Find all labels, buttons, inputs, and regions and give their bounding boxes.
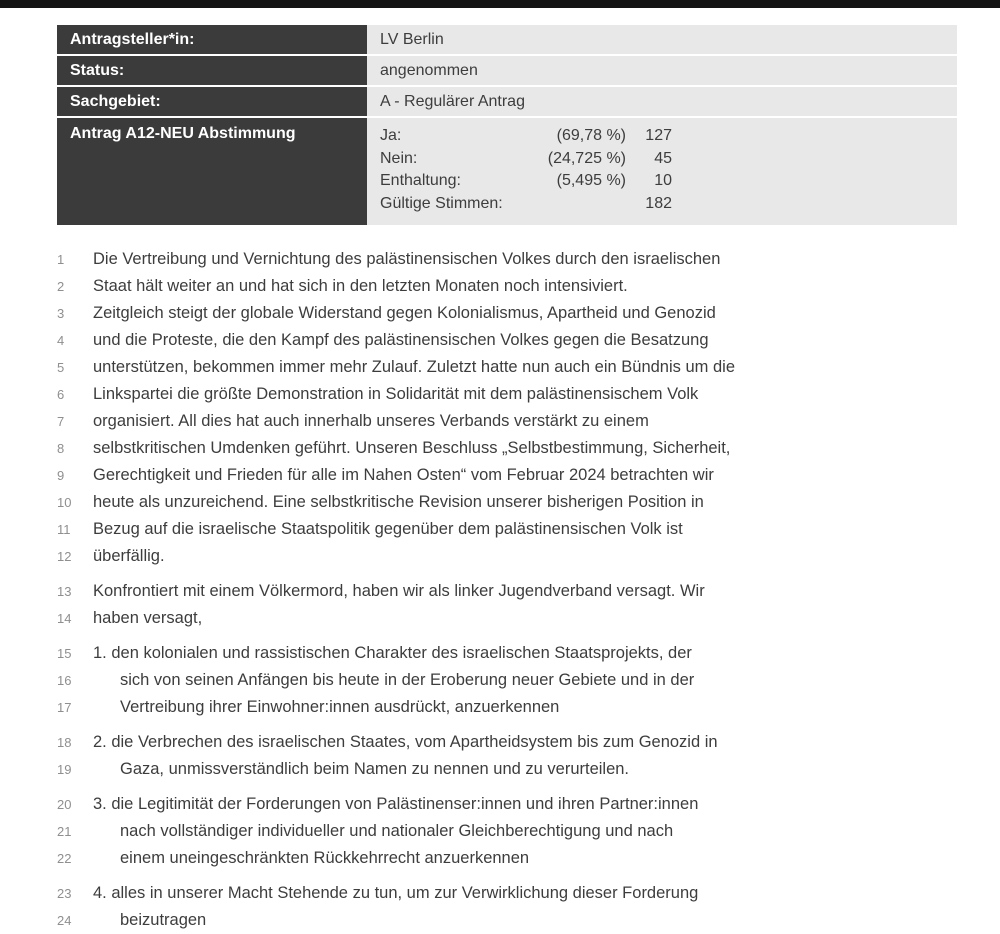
line-number: 16 <box>57 673 72 688</box>
row-label-antragsteller: Antragsteller*in: <box>57 25 367 54</box>
text-line <box>57 578 960 605</box>
row-value-abstimmung <box>367 118 957 225</box>
text-line <box>57 640 960 667</box>
paragraph-2 <box>57 578 960 632</box>
text-line <box>57 489 960 516</box>
text-line <box>57 408 960 435</box>
vote-row-enthaltung-count: 10 <box>654 172 672 189</box>
text-line <box>57 435 960 462</box>
row-label-abstimmung: Antrag A12-NEU Abstimmung <box>57 118 367 225</box>
text-line <box>57 880 960 907</box>
line-number: 3 <box>57 306 65 321</box>
row-value-sachgebiet: A - Regulärer Antrag <box>367 87 957 116</box>
line-number: 20 <box>57 797 72 812</box>
list-item-2 <box>57 729 960 783</box>
line-number: 21 <box>57 824 72 839</box>
line-text: einem uneingeschränkten Rückkehrrecht anzuerkennen <box>120 849 530 867</box>
paragraph-1 <box>57 246 960 570</box>
line-text: unterstützen, bekommen immer mehr Zulauf. Zuletzt hatte nun auch ein Bündnis um die <box>93 358 735 376</box>
vote-row-ja-percent: (69,78 %) <box>556 127 626 144</box>
vote-row-gueltige-count: 182 <box>645 194 672 212</box>
line-text: Gaza, unmissverständlich beim Namen zu nennen und zu verurteilen. <box>120 760 630 778</box>
text-line <box>57 845 960 872</box>
line-number: 9 <box>57 468 65 483</box>
line-text: Zeitgleich steigt der globale Widerstand gegen Kolonialismus, Apartheid und Genozid <box>93 304 716 322</box>
list-item-4 <box>57 880 960 934</box>
text-line <box>57 381 960 408</box>
line-number: 1 <box>57 252 65 267</box>
text-line <box>57 791 960 818</box>
line-text: 3. die Legitimität der Forderungen von Palästinenser:innen und ihren Partner:innen <box>93 795 699 813</box>
line-text: Gerechtigkeit und Frieden für alle im Nahen Osten“ vom Februar 2024 betrachten wir <box>93 466 714 484</box>
line-number: 10 <box>57 495 72 510</box>
line-number: 15 <box>57 646 72 661</box>
line-text: 4. alles in unserer Macht Stehende zu tun, um zur Verwirklichung dieser Forderung <box>93 884 699 902</box>
line-text: 1. den kolonialen und rassistischen Charakter des israelischen Staatsprojekts, der <box>93 644 692 662</box>
line-number: 8 <box>57 441 65 456</box>
line-text: Konfrontiert mit einem Völkermord, haben wir als linker Jugendverband versagt. Wir <box>93 582 705 600</box>
line-number: 14 <box>57 611 72 626</box>
line-text: organisiert. All dies hat auch innerhalb unseres Verbands verstärkt zu einem <box>93 412 649 430</box>
vote-results-grid <box>380 125 672 215</box>
line-number: 7 <box>57 414 65 429</box>
line-text: 2. die Verbrechen des israelischen Staates, vom Apartheidsystem bis zum Genozid in <box>93 733 718 751</box>
row-label-status: Status: <box>57 56 367 85</box>
line-number: 22 <box>57 851 72 866</box>
text-line <box>57 300 960 327</box>
text-line <box>57 667 960 694</box>
line-text: und die Proteste, die den Kampf des palästinensischen Volkes gegen die Besatzung <box>93 331 709 349</box>
vote-row-nein-count: 45 <box>654 149 672 167</box>
line-text: Linkspartei die größte Demonstration in Solidarität mit dem palästinensischem Volk <box>93 385 699 403</box>
text-line <box>57 273 960 300</box>
line-text: Bezug auf die israelische Staatspolitik gegenüber dem palästinensischen Volk ist <box>93 520 683 538</box>
top-border-bar <box>0 0 1000 8</box>
line-number: 5 <box>57 360 65 375</box>
line-text: Staat hält weiter an und hat sich in den letzten Monaten noch intensiviert. <box>93 277 628 295</box>
row-label-sachgebiet: Sachgebiet: <box>57 87 367 116</box>
text-line <box>57 516 960 543</box>
vote-row-ja-count: 127 <box>645 127 672 144</box>
line-number: 23 <box>57 886 72 901</box>
text-line <box>57 907 960 934</box>
vote-row-ja-label: Ja: <box>380 127 402 144</box>
line-number: 2 <box>57 279 65 294</box>
line-number: 18 <box>57 735 72 750</box>
line-number: 17 <box>57 700 72 715</box>
vote-row-nein-percent: (24,725 %) <box>547 149 626 167</box>
line-text: Die Vertreibung und Vernichtung des palästinensischen Volkes durch den israelischen <box>93 250 721 268</box>
text-line <box>57 694 960 721</box>
line-text: überfällig. <box>93 547 165 565</box>
text-line <box>57 729 960 756</box>
row-value-antragsteller: LV Berlin <box>367 25 957 54</box>
text-line <box>57 543 960 570</box>
line-text: sich von seinen Anfängen bis heute in der Eroberung neuer Gebiete und in der <box>120 671 695 689</box>
line-number: 4 <box>57 333 65 348</box>
line-number: 24 <box>57 913 72 928</box>
vote-row-gueltige-percent <box>538 193 626 216</box>
text-line <box>57 462 960 489</box>
motion-info-table <box>57 25 957 225</box>
line-text: heute als unzureichend. Eine selbstkritische Revision unserer bisherigen Position in <box>93 493 704 511</box>
line-text: Vertreibung ihrer Einwohner:innen ausdrückt, anzuerkennen <box>120 698 560 716</box>
list-item-3 <box>57 791 960 872</box>
vote-row-gueltige-label: Gültige Stimmen: <box>380 194 503 212</box>
row-value-status: angenommen <box>367 56 957 85</box>
line-text: selbstkritischen Umdenken geführt. Unseren Beschluss „Selbstbestimmung, Sicherheit, <box>93 439 731 457</box>
text-line <box>57 605 960 632</box>
list-item-1 <box>57 640 960 721</box>
text-line <box>57 246 960 273</box>
text-line <box>57 818 960 845</box>
vote-row-enthaltung-percent: (5,495 %) <box>556 172 626 189</box>
line-number: 13 <box>57 584 72 599</box>
line-number: 6 <box>57 387 65 402</box>
text-line <box>57 354 960 381</box>
motion-body-text <box>57 246 960 934</box>
line-number: 11 <box>57 522 71 537</box>
vote-row-enthaltung-label: Enthaltung: <box>380 172 461 189</box>
line-number: 19 <box>57 762 72 777</box>
line-text: haben versagt, <box>93 609 203 627</box>
vote-row-nein-label: Nein: <box>380 149 418 167</box>
line-text: beizutragen <box>120 911 207 929</box>
line-number: 12 <box>57 549 72 564</box>
text-line <box>57 327 960 354</box>
text-line <box>57 756 960 783</box>
line-text: nach vollständiger individueller und nationaler Gleichberechtigung und nach <box>120 822 674 840</box>
